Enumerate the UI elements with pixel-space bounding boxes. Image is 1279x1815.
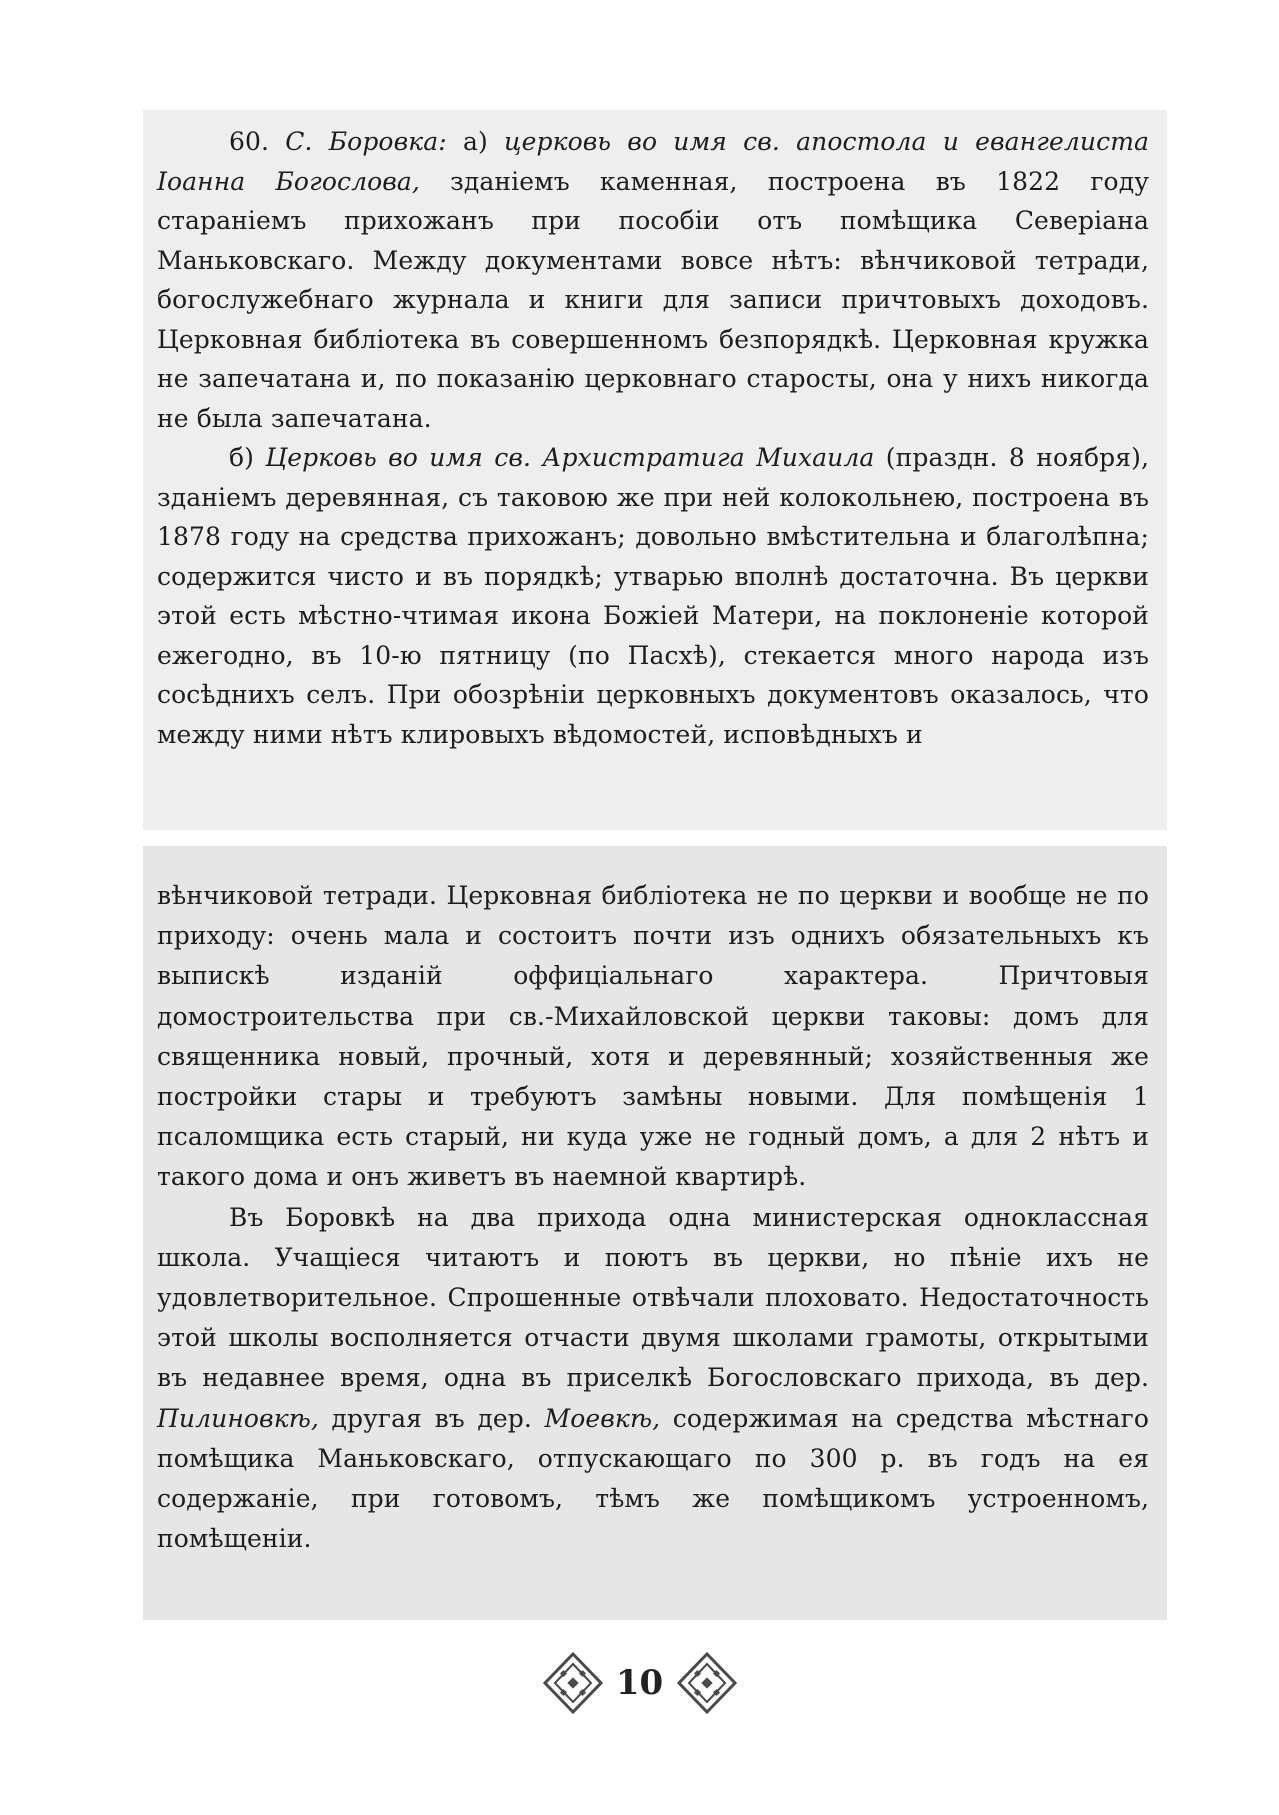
page-footer	[0, 1648, 1279, 1718]
place-name: Моевкѣ,	[544, 1403, 661, 1433]
paragraph-school	[157, 1198, 1149, 1560]
paragraph-b	[157, 438, 1149, 754]
text-column-top	[143, 122, 1167, 754]
paragraph-text: другая въ дер.	[331, 1403, 532, 1433]
paragraph-continuation: вѣнчиковой тетради. Церковная библіотека не по церкви и вообще не по приходу: очень мала и состоитъ почти изъ однихъ обязательныхъ къ выпискѣ изданій оффиціальнаго характера. Причтовыя домостроительства при св.-Михайловской церкви таковы: домъ для священника новый, прочный, хотя и деревянный; хозяйственныя же постройки стары и требуютъ замѣны новыми. Для помѣщенія 1 псаломщика есть старый, ни куда уже не годный домъ, а для 2 нѣтъ и такого дома и онъ живетъ въ наемной квартирѣ.	[157, 881, 1149, 1192]
page-number: 10	[615, 1663, 664, 1703]
text-column-bottom	[143, 876, 1167, 1559]
church-name-b: Церковь во имя св. Архистратига Михаила	[265, 443, 875, 472]
paragraph-text: содержимая на средства мѣстнаго помѣщика Маньковскаго, отпускающаго по 300 р. въ годъ на ея содержаніе, при готовомъ, тѣмъ же помѣщикомъ устроенномъ, помѣщеніи.	[157, 1403, 1149, 1554]
entry-number: 60.	[229, 127, 270, 156]
paragraph-text: зданіемъ каменная, построена въ 1822 году стараніемъ прихожанъ при пособіи отъ помѣщика Северіана Маньковскаго. Между документами вовсе нѣтъ: вѣнчиковой тетради, богослужебнаго журнала и книги для записи причтовыхъ доходовъ. Церковная библіотека въ совершенномъ безпорядкѣ. Церковная кружка не запечатана и, по показанію церковнаго старосты, она у нихъ никогда не была запечатана.	[157, 166, 1150, 433]
block-separator	[143, 830, 1167, 846]
church-name-a: церковь во имя св. апостола и евангелиста Іоанна Богослова,	[157, 127, 1150, 196]
paragraph-60	[157, 122, 1149, 438]
item-label-a: а)	[462, 127, 488, 156]
paragraph-text: (праздн. 8 ноября), зданіемъ деревянная, съ таковою же при ней колокольнею, построена въ 1878 году на средства прихожанъ; довольно вмѣстительна и благолѣпна; содержится чисто и въ порядкѣ; утварью вполнѣ достаточна. Въ церкви этой есть мѣстно-чтимая икона Божіей Матери, на поклоненіе которой ежегодно, въ 10-ю пятницу (по Пасхѣ), стекается много народа изъ сосѣднихъ селъ. При обозрѣніи церковныхъ документовъ оказалось, что между ними нѣтъ клировыхъ вѣдомостей, исповѣдныхъ и	[157, 443, 1150, 749]
paragraph-text: Въ Боровкѣ на два прихода одна министерская одноклассная школа. Учащіеся читаютъ и поютъ въ церкви, но пѣніе ихъ не удовлетворительное. Спрошенные отвѣчали плоховато. Недостаточность этой школы восполняется отчасти двумя школами грамоты, открытыми въ недавнее время, одна въ приселкѣ Богословскаго прихода, въ дер.	[157, 1202, 1149, 1393]
item-label-b: б)	[229, 443, 255, 472]
scanned-text-block-top	[143, 110, 1167, 830]
scanned-text-block-bottom	[143, 846, 1167, 1620]
place-name: Пилиновкѣ,	[157, 1403, 319, 1433]
place-name: С. Боровка:	[285, 127, 447, 156]
ornament-left-icon	[543, 1652, 603, 1714]
ornament-right-icon	[677, 1652, 737, 1714]
